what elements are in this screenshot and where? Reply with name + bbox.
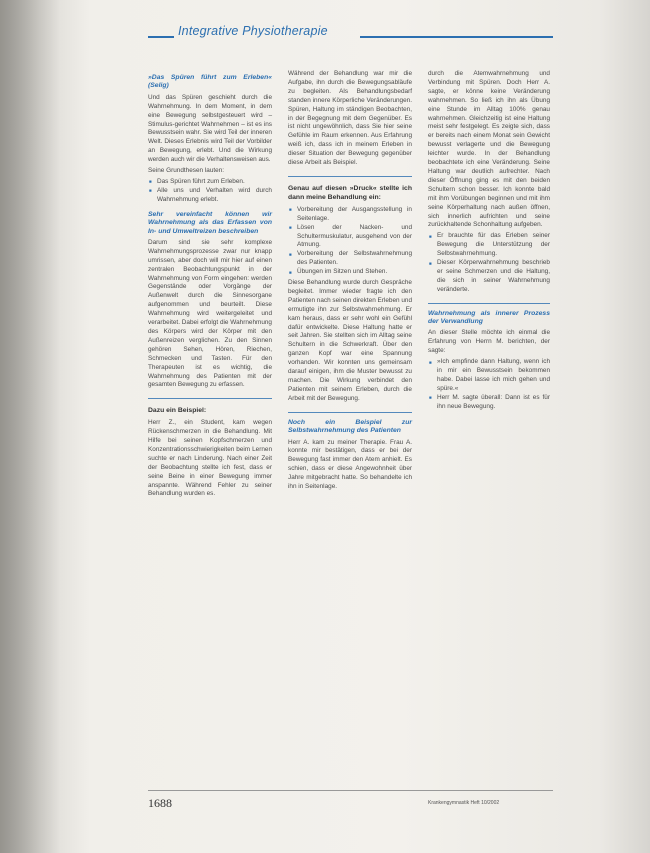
- paragraph: durch die Atemwahrnehmung und Verbindung mit Spüren. Doch Herr A. sagte, er könne keine Veränderung wahrnehmen. So ließ ich ihn als Übung eine Stunde im Alltag 100% genau wahrnehmen. Gleichzeitig ist eine Haltung meist sehr festgelegt. Es zeigte sich, dass er bereits nach einem Monat sein Gewicht bewusst verlagerte und die Bewegung leichter wurde. In der Behandlung beobachtete ich eine Veränderung. Seine Haltung war deutlich aufrechter. Nach dieser Öffnung ging es mit den beiden Schultern schon besser. Ich konnte bald mit ihm Vorübungen beginnen und mit ihm seine Körperhaltung nach außen öffnen, sich innerlich aufrichten und seine zurückhaltende Schonhaltung aufgeben.: [428, 70, 550, 229]
- paragraph: Und das Spüren geschieht durch die Wahrnehmung. In dem Moment, in dem eine Bewegung selbstgesteuert wird – Stimulus-gerichtet Wahrnehmen – ist es ins Bewusstsein wahr. Sie wird Teil der inneren Welt. Dieses Erlebnis wird Teil der Vorbilder an Bewegung, erlebt. Und die Wirkung werden auch wir die Verhaltensweisen aus.: [148, 93, 272, 164]
- paragraph: Während der Behandlung war mir die Aufgabe, ihn durch die Bewegungsabläufe zu begleiten. Als Behandlungsbedarf standen innere Körperliche Veränderungen. Spüren, Haltung im ständigen Beobachten, in der Begegnung mit dem Gegenüber. Es ist nicht ungewöhnlich, dass Sie hier seine Gefühle im Raum erkennen. Aus Erfahrung weiß ich, dass ich in meinem Erleben in dieser Situation der Bewegung gegenüber diese Arbeit als Beispiel.: [288, 70, 412, 167]
- list-item: ■ Vorbereitung der Selbstwahrnehmung des Patienten.: [297, 250, 412, 268]
- column-left: [148, 68, 272, 501]
- subheading: »Das Spüren führt zum Erleben« (Selig): [148, 74, 272, 90]
- list-item: ■ Lösen der Nacken- und Schultermuskulatur, ausgehend von der Atmung.: [297, 224, 412, 251]
- list-item: ■ Übungen im Sitzen und Stehen.: [297, 268, 412, 277]
- bullet-list: [428, 358, 550, 411]
- paragraph: Herr Z., ein Student, kam wegen Rückenschmerzen in die Behandlung. Mit Hilfe bei seinen Kopfschmerzen und Konzentrationsschwierigkeiten beim Lernen suchte er nach Linderung. Nach einer Zeit der Beobachtung stellte ich fest, dass er seine Beine in einer Bewegung immer anspannte. Während Fehler zu seiner Behandlung wurden es.: [148, 419, 272, 498]
- bold-heading: Dazu ein Beispiel:: [148, 407, 207, 415]
- paragraph: An dieser Stelle möchte ich einmal die Erfahrung von Herrn M. berichten, der sagte:: [428, 329, 550, 355]
- divider: [288, 412, 412, 413]
- paragraph: Seine Grundthesen lauten:: [148, 167, 225, 175]
- bullet-list: [428, 232, 550, 294]
- column-middle: [288, 70, 412, 494]
- column-right: [428, 70, 550, 414]
- divider: [288, 176, 412, 177]
- list-item: ■ Er brauchte für das Erleben seiner Bewegung die Unterstützung der Selbstwahrnehmung.: [437, 232, 550, 259]
- paragraph: Diese Behandlung wurde durch Gespräche begleitet. Immer wieder fragte ich den Patienten nach seinen direkten Erleben und ermutigte ihn zur Selbstwahrnehmung. Er kam heraus, dass er sehr wohl ein Gefühl dafür entwickelte. Diese Haltung hatte er seit Jahren. Sie stellten sich im Alltag seine Schultern in die Schwerkraft. Über den ganzen Kopf war eine Spannung vorhanden. Wir konnten uns gemeinsam darauf einigen, ihm die Muster bewusst zu machen. Die Wirkung verbindet den Patienten mit seinem Erleben, durch die Arbeit mit der Bewegung.: [288, 279, 412, 402]
- header-rule-right: [360, 36, 553, 38]
- header-rule-left: [148, 36, 174, 38]
- list-item: ■ Alle uns und Verhalten wird durch Wahrnehmung erlebt.: [157, 187, 272, 205]
- subheading: Noch ein Beispiel zur Selbstwahrnehmung des Patienten: [288, 418, 412, 435]
- spine-shadow: [0, 0, 60, 853]
- list-item: ■ Herr M. sagte überall: Dann ist es für ihn neue Bewegung.: [437, 394, 550, 412]
- divider: [428, 303, 550, 304]
- bold-heading: Genau auf diesen »Druck« stellte ich dann meine Behandlung ein:: [288, 184, 412, 201]
- bullet-list: [148, 178, 272, 205]
- paragraph: Darum sind sie sehr komplexe Wahrnehmungsprozesse zwar nur knapp umrissen, aber doch will mir hier auf einen zentralen Beobachtungspunkt in der Wahrnehmung von Form eingehen: werden Gegenstände oder Vorgänge der Außenwelt durch die Sinnesorgane aufgenommen und beurteilt. Diese Wahrnehmung wird weitergeleitet und verarbeitet. Dabei erfolgt die Wahrnehmung des Körpers wird der Körper mit den Außenreizen verglichen. Zu den Sinnen gehören Sehen, Hören, Riechen, Schmecken und Tasten. Für den Therapeuten ist es wichtig, die Wahrnehmung des Patienten mit der gesamten Bewegung zu erfassen.: [148, 238, 272, 389]
- divider: [148, 398, 272, 399]
- paragraph: Herr A. kam zu meiner Therapie. Frau A. konnte mir bestätigen, dass er bei der Bewegung fast immer den Atem anhielt. Es schien, dass er diese Angewohnheit über Jahre mitgebracht hatte. So behandelte ich ihn in Seitenlage.: [288, 438, 412, 491]
- subheading: Sehr vereinfacht können wir Wahrnehmung als das Erfassen von In- und Umweltreizen beschreiben: [148, 210, 272, 235]
- page-header-title: Integrative Physiotherapie: [178, 24, 328, 38]
- list-item: ■ Dieser Körperwahrnehmung beschrieb er seine Schmerzen und die Haltung, die sich in seiner Wahrnehmung veränderte.: [437, 259, 550, 295]
- page-number: 1688: [148, 796, 172, 810]
- list-item: ■ Vorbereitung der Ausgangsstellung in Seitenlage.: [297, 206, 412, 224]
- bullet-list: [288, 206, 412, 277]
- list-item: ■ »Ich empfinde dann Haltung, wenn ich in mir ein Bewusstsein bekommen habe. Dabei lasse ich mich gehen und spüre.«: [437, 358, 550, 394]
- subheading: Wahrnehmung als innerer Prozess der Verwandlung: [428, 309, 550, 326]
- footer-rule: [148, 790, 553, 791]
- list-item: ■ Das Spüren führt zum Erleben.: [157, 178, 272, 187]
- footer-journal: Krankengymnastik Heft 10/2002: [428, 800, 500, 806]
